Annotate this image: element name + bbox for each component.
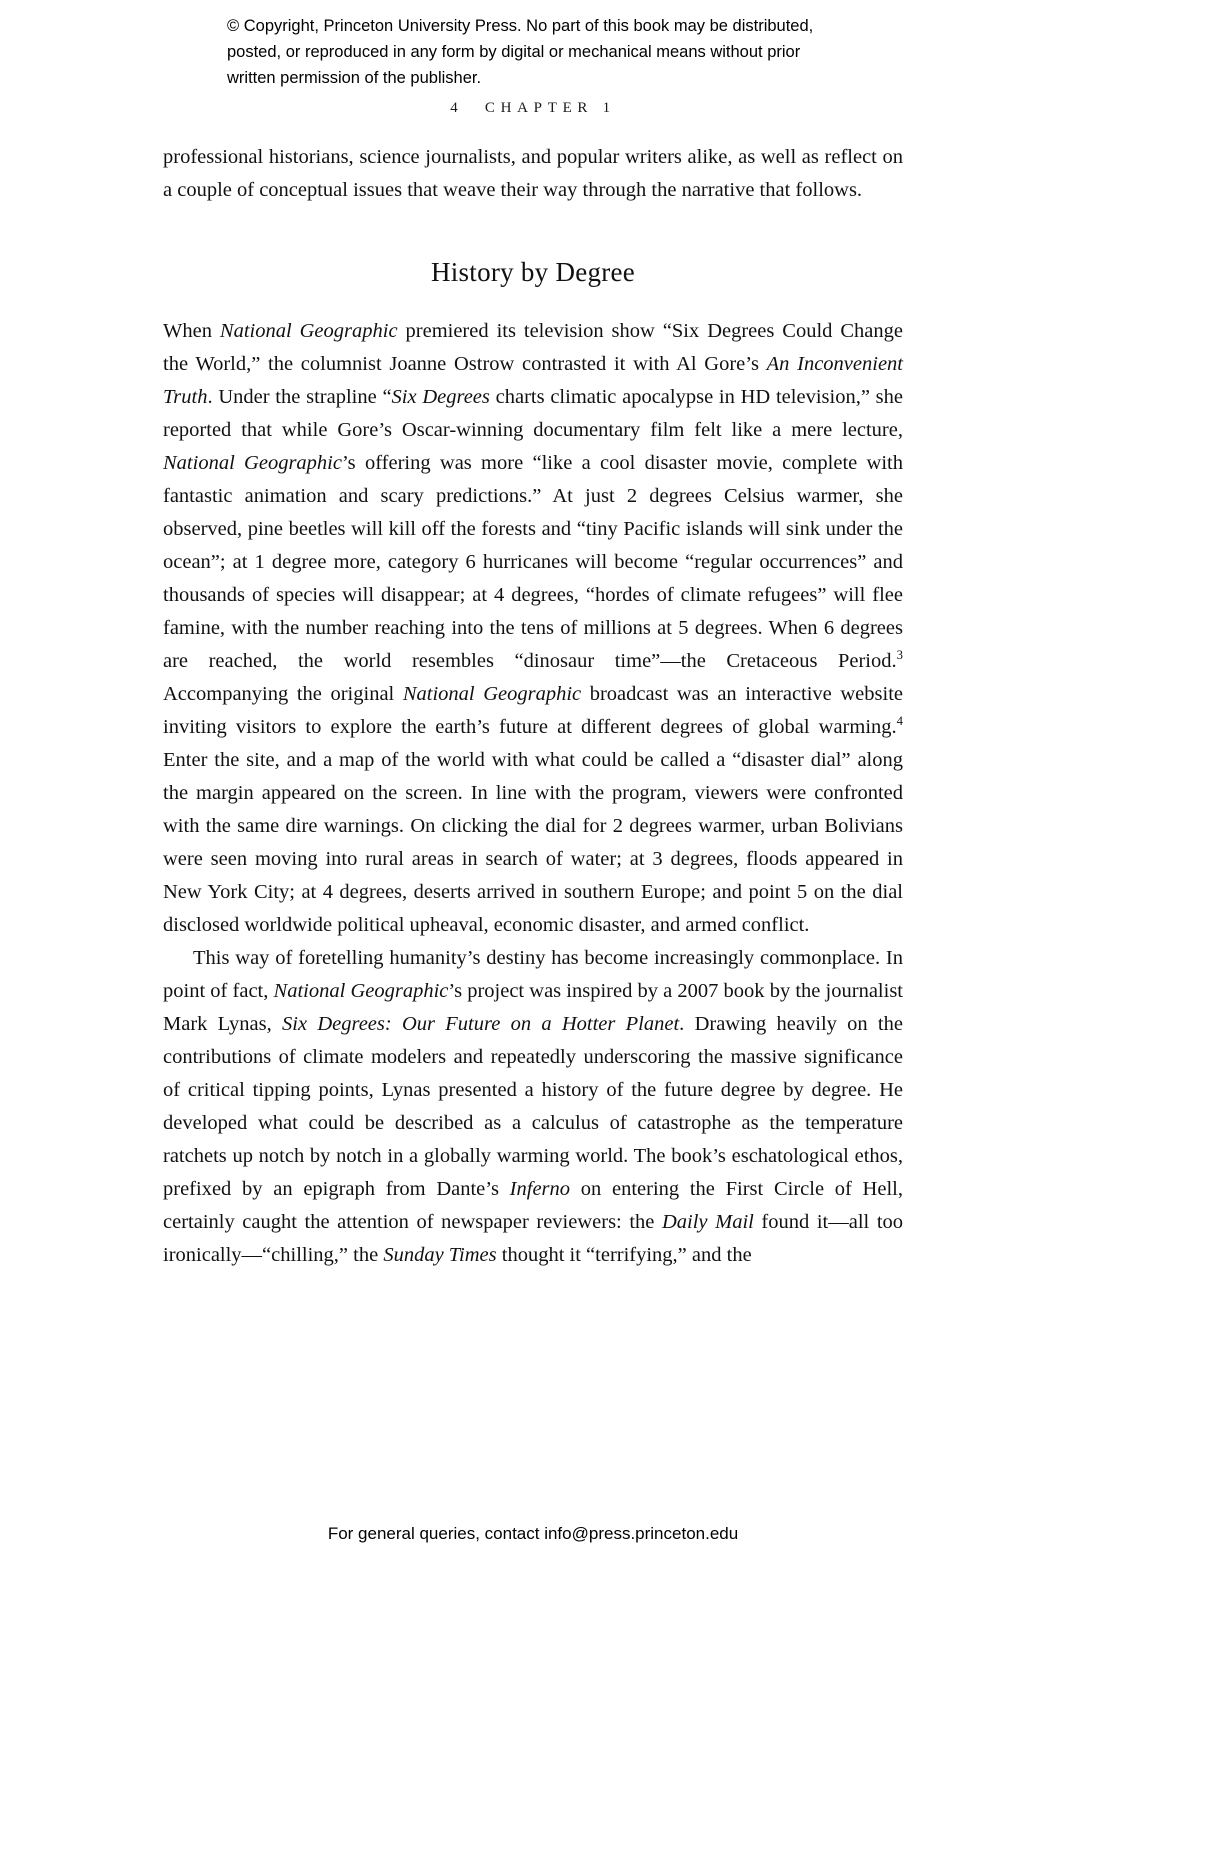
paragraph-history-by-degree-1: When National Geographic premiered its television show “Six Degrees Could Change the World,” the columnist Joanne Ostrow contrasted it with Al Gore’s An Inconvenient Truth. Under the strapline “Six Degrees charts climatic apocalypse in HD television,” she reported that while Gore’s Oscar-winning documentary film felt like a mere lecture, National Geographic’s offering was more “like a cool disaster movie, complete with fantastic animation and scary predictions.” At just 2 degrees Celsius warmer, she observed, pine beetles will kill off the forests and “tiny Pacific islands will sink under the ocean”; at 1 degree more, category 6 hurricanes will become “regular occurrences” and thousands of species will disappear; at 4 degrees, “hordes of climate refugees” will flee famine, with the number reaching into the tens of millions at 5 degrees. When 6 degrees are reached, the world resembles “dinosaur time”—the Cretaceous Period.$^3$ Accompanying the original National Geographic broadcast was an interactive website inviting visitors to explore the earth’s future at different degrees of global warming.$^4$ Enter the site, and a map of the world with what could be called a “disaster dial” along the margin appeared on the screen. In line with the program, viewers were confronted with the same dire warnings. On clicking the dial for 2 degrees warmer, urban Bolivians were seen moving into rural areas in search of water; at 3 degrees, floods appeared in New York City; at 4 degrees, deserts arrived in southern Europe; and point 5 on the dial disclosed worldwide political upheaval, economic disaster, and armed conflict. <box>163 320 904 936</box>
paragraph-continuation: professional historians, science journalists, and popular writers alike, as well as reflect on a couple of conceptual issues that weave their way through the narrative that follows. <box>163 146 903 201</box>
body-text-block <box>163 141 903 1272</box>
chapter-label: CHAPTER 1 <box>484 100 616 116</box>
page-number: 4 <box>450 100 459 116</box>
section-heading: History by Degree <box>430 257 636 287</box>
page-header <box>163 100 903 117</box>
copyright-notice: © Copyright, Princeton University Press. No part of this book may be distributed, posted, or reproduced in any form by digital or mechanical means without prior written permission of the publisher. <box>227 17 814 87</box>
paragraph-history-by-degree-2: This way of foretelling humanity’s destiny has become increasingly commonplace. In point of fact, National Geographic’s project was inspired by a 2007 book by the journalist Mark Lynas, Six Degrees: Our Future on a Hotter Planet. Drawing heavily on the contributions of climate modelers and repeatedly underscoring the massive significance of critical tipping points, Lynas presented a history of the future degree by degree. He developed what could be described as a calculus of catastrophe as the temperature ratchets up notch by notch in a globally warming world. The book’s eschatological ethos, prefixed by an epigraph from Dante’s Inferno on entering the First Circle of Hell, certainly caught the attention of newspaper reviewers: the Daily Mail found it—all too ironically—“chilling,” the Sunday Times thought it “terrifying,” and the <box>163 947 904 1266</box>
page-footer: For general queries, contact info@press.princeton.edu <box>327 1524 739 1543</box>
